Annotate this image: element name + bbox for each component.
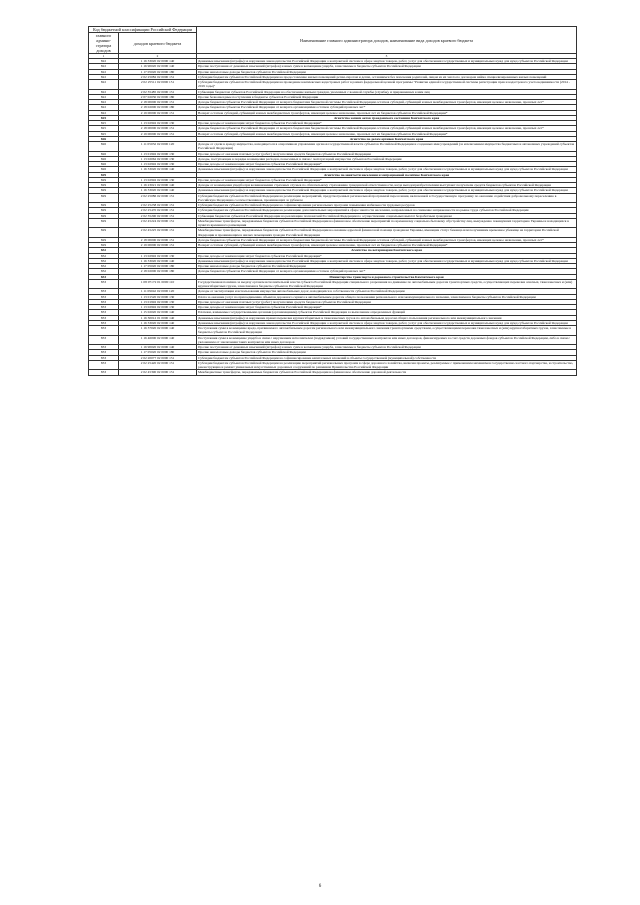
table-row	[89, 294, 577, 299]
admin-code-cell: 829	[89, 218, 119, 228]
income-code-cell: 2 19 00000 02 0000 151	[119, 131, 197, 136]
table-row	[89, 208, 577, 213]
income-code-cell: 1 13 02992 02 0000 130	[119, 121, 197, 126]
admin-code-cell: 826	[89, 136, 119, 141]
admin-code-cell: 822	[89, 105, 119, 110]
description-cell: Поступления сумм в возмещение вреда, причиняемого автомобильным дорогам регионального или межмуниципального значения транспортными средствами, осуществляющими перевозки тяжеловесных и (или) крупногабаритных грузов, зачисляемые в бюджеты субъектов Российской Федерации	[197, 326, 577, 336]
admin-code-cell: 829	[89, 177, 119, 182]
income-code-cell: 1 11 09042 02 0000 120	[119, 289, 197, 294]
description-cell: Возврат остатков субсидий, субвенций и иных межбюджетных трансфертов, имеющих целевое назначение, прошлых лет из бюджетов субъектов Российской Федерации*	[197, 131, 577, 136]
income-code-cell: 2 07 02030 02 0000 180	[119, 94, 197, 99]
admin-code-cell: 826	[89, 142, 119, 152]
description-cell: Прочие доходы от компенсации затрат бюджетов субъектов Российской Федерации*	[197, 253, 577, 258]
description-cell: Субвенции бюджетам субъектов Российской Федерации на обеспечение жильем граждан, уволенных с военной службы (службы), и приравненных к ним лиц	[197, 89, 577, 94]
description-cell: Прочие неналоговые доходы бюджетов субъектов Российской Федерации	[197, 264, 577, 269]
description-cell: Агентство по делам архивов Камчатского края	[197, 136, 577, 141]
description-cell: Плата за оказание услуг по присоединению объектов дорожного сервиса к автомобильным дорогам общего пользования регионального или межмуниципального значения, зачисляемая в бюджеты субъектов Российской Федерации	[197, 294, 577, 299]
income-code-cell: 2 02 25086 02 0000 151	[119, 193, 197, 203]
description-cell: Доходы бюджетов субъектов Российской Федерации от возврата организациями остатков субсидий прошлых лет*	[197, 269, 577, 274]
description-cell: Доходы бюджетов субъектов Российской Федерации от возврата организациями остатков субсидий прошлых лет*	[197, 105, 577, 110]
header-admin-column: главного админи-стратора доходов	[89, 33, 119, 54]
income-code-cell: 1 16 46000 02 0000 140	[119, 335, 197, 345]
income-code-cell: 1 13 01992 02 0000 130	[119, 299, 197, 304]
table-row	[89, 218, 577, 228]
admin-code-cell: 832	[89, 269, 119, 274]
description-cell: Межбюджетные трансферты, передаваемые бюджетам субъектов Российской Федерации на финансовое обеспечение мероприятий по временному социально-бытовому обустройству лиц, вынужденно покинувших территорию Украины и находящихся в пунктах временного размещения	[197, 218, 577, 228]
income-code-cell: 1 13 02062 02 0000 130	[119, 156, 197, 161]
description-cell: Денежные взыскания (штрафы) за нарушение законодательства Российской Федерации о контрактной системе в сфере закупок товаров, работ, услуг для обеспечения государственных и муниципальных нужд для нужд субъектов Российской Федерации	[197, 188, 577, 193]
income-code-cell: 2 02 45224 02 0000 151	[119, 218, 197, 228]
description-cell: Доходы от сдачи в аренду имущества, находящегося в оперативном управлении органов государственной власти субъектов Российской Федерации и созданных ими учреждений (за исключением имущества бюджетных и автономных учреждений субъектов Российской Федерации)	[197, 142, 577, 152]
income-code-cell: 2 02 45390 02 0000 151	[119, 370, 197, 375]
admin-code-cell: 829	[89, 203, 119, 208]
income-code-cell: 1 13 02992 02 0000 130	[119, 253, 197, 258]
revenue-classification-table	[88, 26, 577, 376]
description-cell: Доходы бюджетов субъектов Российской Федерации от возврата бюджетами бюджетной системы Российской Федерации остатков субсидий, субвенций и иных межбюджетных трансфертов, имеющих целевое назначение, прошлых лет*	[197, 237, 577, 242]
income-code-cell: 1 16 30012 01 0000 140	[119, 315, 197, 320]
admin-code-cell: 829	[89, 172, 119, 177]
admin-code-cell: 829	[89, 208, 119, 213]
description-cell: Межбюджетные трансферты, передаваемые бюджетам субъектов Российской Федерации на оказание адресной финансовой помощи гражданам Украины, имеющим статус беженца или получившим временное убежище на территории Российской Федерации и проживающим в жилых помещениях граждан Российской Федерации	[197, 228, 577, 238]
income-code-cell: 2 02 25082 02 0000 151	[119, 74, 197, 79]
table-row	[89, 237, 577, 242]
description-cell: Возврат остатков субсидий, субвенций и иных межбюджетных трансфертов, имеющих целевое назначение, прошлых лет из бюджетов субъектов Российской Федерации*	[197, 243, 577, 248]
admin-code-cell: 833	[89, 335, 119, 345]
income-code-cell: 1 16 90020 02 0000 140	[119, 345, 197, 350]
header-income-column: доходов краевого бюджета	[119, 33, 197, 54]
description-cell: Денежные взыскания (штрафы) за нарушение законодательства Российской Федерации о контрактной системе в сфере закупок товаров, работ, услуг для обеспечения государственных и муниципальных нужд для нужд субъектов Российской Федерации	[197, 59, 577, 64]
column-index: 2	[119, 54, 197, 59]
table-row	[89, 279, 577, 289]
income-code-cell: 2 02 20077 02 0000 151	[119, 355, 197, 360]
admin-code-cell: 822	[89, 74, 119, 79]
description-cell: Доходы бюджетов субъектов Российской Федерации от возврата бюджетами бюджетной системы Российской Федерации остатков субсидий, субвенций и иных межбюджетных трансфертов, имеющих целевое назначение, прошлых лет*	[197, 100, 577, 105]
table-header	[89, 27, 577, 59]
admin-code-cell: 833	[89, 279, 119, 289]
admin-code-cell: 832	[89, 258, 119, 263]
admin-code-cell: 829	[89, 213, 119, 218]
admin-code-cell: 833	[89, 299, 119, 304]
admin-code-cell: 833	[89, 320, 119, 325]
description-cell: Прочие доходы от компенсации затрат бюджетов субъектов Российской Федерации*	[197, 162, 577, 167]
income-code-cell: 2 18 02000 02 0000 180	[119, 105, 197, 110]
admin-code-cell: 833	[89, 305, 119, 310]
admin-code-cell: 825	[89, 126, 119, 131]
admin-code-cell: 825	[89, 121, 119, 126]
admin-code-cell: 832	[89, 253, 119, 258]
description-cell: Агентство по ветеринарии Камчатского края	[197, 248, 577, 253]
description-cell: Прочие доходы от оказания платных услуг (работ) получателями средств бюджетов субъектов Российской Федерации	[197, 151, 577, 156]
table-row	[89, 326, 577, 336]
description-cell: Агентство по занятости населения и миграционной политике Камчатского края	[197, 172, 577, 177]
admin-code-cell: 826	[89, 167, 119, 172]
table-row	[89, 320, 577, 325]
admin-code-cell: 832	[89, 264, 119, 269]
description-cell: Доходы, поступающие в порядке возмещения расходов, понесенных в связи с эксплуатацией имущества субъектов Российской Федерации	[197, 156, 577, 161]
income-code-cell: 2 18 00000 02 0000 151	[119, 237, 197, 242]
header-name-column: Наименование главного администратора доходов, наименование вида доходов краевого бюджета	[197, 27, 577, 54]
column-index: 1	[89, 54, 119, 59]
admin-code-cell: 822	[89, 89, 119, 94]
admin-code-cell: 822	[89, 110, 119, 115]
description-cell: Прочие доходы от компенсации затрат бюджетов субъектов Российской Федерации*	[197, 177, 577, 182]
admin-code-cell: 822	[89, 64, 119, 69]
income-code-cell: 1 08 07172 01 0000 110	[119, 279, 197, 289]
income-code-cell: 1 13 02992 02 0000 130	[119, 305, 197, 310]
admin-code-cell: 833	[89, 274, 119, 279]
header-code-group: Код бюджетной классификации Российской Федерации	[89, 27, 197, 33]
admin-code-cell: 829	[89, 188, 119, 193]
description-cell: Прочие поступления от денежных взысканий (штрафов) и иных сумм в возмещение ущерба, зачисляемые в бюджеты субъектов Российской Федерации	[197, 345, 577, 350]
description-cell: Доходы от эксплуатации и использования имущества автомобильных дорог, находящихся в собственности субъектов Российской Федерации	[197, 289, 577, 294]
table-row	[89, 183, 577, 188]
admin-code-cell: 833	[89, 326, 119, 336]
income-code-cell: 1 17 05020 02 0000 180	[119, 350, 197, 355]
admin-code-cell: 825	[89, 115, 119, 120]
admin-code-cell: 829	[89, 193, 119, 203]
income-code-cell: 1 16 33020 02 0000 140	[119, 59, 197, 64]
admin-code-cell: 829	[89, 183, 119, 188]
description-cell: Денежные взыскания (штрафы) за нарушение законодательства Российской Федерации о контрактной системе в сфере закупок товаров, работ, услуг для обеспечения государственных и муниципальных нужд для нужд субъектов Российской Федерации	[197, 258, 577, 263]
income-code-cell: 2 02 25238 02 0000 151	[119, 203, 197, 208]
table-row	[89, 74, 577, 79]
admin-code-cell: 826	[89, 151, 119, 156]
admin-code-cell: 833	[89, 289, 119, 294]
description-cell: Прочие доходы от компенсации затрат бюджетов субъектов Российской Федерации*	[197, 121, 577, 126]
admin-code-cell: 822	[89, 100, 119, 105]
description-cell: Министерство транспорта и дорожного строительства Камчатского края	[197, 274, 577, 279]
table-row	[89, 188, 577, 193]
description-cell: Денежные взыскания (штрафы) за нарушение законодательства Российской Федерации о контрактной системе в сфере закупок товаров, работ, услуг для обеспечения государственных и муниципальных нужд для нужд субъектов Российской Федерации	[197, 320, 577, 325]
income-code-cell: 2 02 25420 02 0000 151	[119, 360, 197, 370]
income-code-cell: 1 17 05020 02 0000 180	[119, 264, 197, 269]
description-cell: Прочие поступления от денежных взысканий (штрафов) и иных сумм в возмещение ущерба, зачисляемые в бюджеты субъектов Российской Федерации	[197, 64, 577, 69]
table-row	[89, 100, 577, 105]
income-code-cell: 2 19 00000 02 0000 151	[119, 243, 197, 248]
table-row	[89, 59, 577, 64]
table-row	[89, 167, 577, 172]
admin-code-cell: 833	[89, 294, 119, 299]
income-code-cell: 1 16 23021 02 0000 140	[119, 183, 197, 188]
income-code-cell: 1 13 02992 02 0000 130	[119, 177, 197, 182]
income-code-cell: 1 13 01520 02 0000 130	[119, 294, 197, 299]
income-code-cell: 1 16 37020 02 0000 140	[119, 326, 197, 336]
income-code-cell: 2 02 25470 02 0000 151	[119, 208, 197, 213]
income-code-cell: 1 11 05032 02 0000 120	[119, 142, 197, 152]
admin-code-cell: 833	[89, 350, 119, 355]
document-page	[88, 26, 576, 376]
income-code-cell: 2 18 02000 02 0000 180	[119, 269, 197, 274]
description-cell: Субсидии бюджетам субъектов Российской Федерации на предоставление жилых помещений детям-сиротам и детям, оставшимся без попечения родителей, лицам из их числа по договорам найма специализированных жилых помещений	[197, 74, 577, 79]
description-cell: Агентство записи актов гражданского состояния Камчатского края	[197, 115, 577, 120]
admin-code-cell: 833	[89, 360, 119, 370]
admin-code-cell: 825	[89, 131, 119, 136]
description-cell: Прочие безвозмездные поступления в бюджеты субъектов Российской Федерации	[197, 94, 577, 99]
description-cell: Денежные взыскания (штрафы) за нарушение правил перевозки крупногабаритных и тяжеловесных грузов по автомобильным дорогам общего пользования регионального или межмуниципального значения	[197, 315, 577, 320]
income-code-cell: 2 02 25511 02 0000 151	[119, 80, 197, 90]
description-cell: Прочие доходы от компенсации затрат бюджетов субъектов Российской Федерации*	[197, 305, 577, 310]
description-cell: Доходы от возмещения ущерба при возникновении страховых случаев по обязательному страхованию гражданской ответственности, когда выгодоприобретателями выступают получатели средств бюджетов субъектов Российской Федерации	[197, 183, 577, 188]
income-code-cell: 1 16 90020 02 0000 140	[119, 64, 197, 69]
description-cell: Субсидии бюджетам субъектов Российской Федерации на софинансирование капитальных вложений в объекты государственной (муниципальной) собственности	[197, 355, 577, 360]
description-cell: Субсидии бюджетам субъектов Российской Федерации на проведение комплексных кадастровых работ в рамках федеральной целевой программы "Развитие единой государственной системы регистрации прав и кадастрового учета недвижимости (2014 - 2019 годы)"	[197, 80, 577, 90]
table-row	[89, 193, 577, 203]
table-row	[89, 258, 577, 263]
description-cell: Прочие неналоговые доходы бюджетов субъектов Российской Федерации	[197, 350, 577, 355]
description-cell: Поступления сумм в возмещение ущерба в связи с нарушением исполнителем (подрядчиком) условий государственных контрактов или иных договоров, финансируемых за счет средств дорожных фондов субъектов Российской Федерации, либо в связи с уклонением от заключения таких контрактов или иных договоров	[197, 335, 577, 345]
column-index: 3	[197, 54, 577, 59]
description-cell: Государственная пошлина за выдачу органом исполнительной власти субъекта Российской Федерации специального разрешения на движение по автомобильным дорогам транспортных средств, осуществляющих перевозки опасных, тяжеловесных и (или) крупногабаритных грузов, зачисляемая в бюджеты субъектов Российской Федерации	[197, 279, 577, 289]
description-cell: Субсидии бюджетам субъектов Российской Федерации на софинансирование региональных программ повышения мобильности трудовых ресурсов	[197, 203, 577, 208]
description-cell: Межбюджетные трансферты, передаваемые бюджетам субъектов Российской Федерации на финансовое обеспечение дорожной деятельности	[197, 370, 577, 375]
income-code-cell: 2 02 35485 02 0000 151	[119, 89, 197, 94]
income-code-cell: 2 02 35290 02 0000 151	[119, 213, 197, 218]
description-cell: Прочие неналоговые доходы бюджетов субъектов Российской Федерации	[197, 69, 577, 74]
admin-code-cell: 822	[89, 80, 119, 90]
income-code-cell: 1 15 02020 02 0000 140	[119, 310, 197, 315]
description-cell: Субсидии бюджетам субъектов Российской Федерации на реализацию мероприятий, предусмотренных региональной программой переселения, включенной в Государственную программу по оказанию содействия добровольному переселению в Российскую Федерацию соотечественников, проживающих за рубежом	[197, 193, 577, 203]
income-code-cell: 1 16 33020 02 0000 140	[119, 188, 197, 193]
income-code-cell: 2 19 00000 02 0000 151	[119, 110, 197, 115]
admin-code-cell: 829	[89, 237, 119, 242]
income-code-cell: 1 16 33020 02 0000 140	[119, 258, 197, 263]
page-number: 6	[318, 884, 322, 889]
admin-code-cell: 833	[89, 355, 119, 360]
description-cell: Возврат остатков субсидий, субвенций и иных межбюджетных трансфертов, имеющих целевое назначение, прошлых лет из бюджетов субъектов Российской Федерации*	[197, 110, 577, 115]
income-code-cell: 1 16 33020 02 0000 140	[119, 167, 197, 172]
admin-code-cell: 833	[89, 370, 119, 375]
admin-code-cell: 822	[89, 94, 119, 99]
income-code-cell: 1 13 02992 02 0000 130	[119, 162, 197, 167]
table-row	[89, 126, 577, 131]
description-cell: Субсидии бюджетам субъектов Российской Федерации на реализацию мероприятий региональных программ в сфере дорожного хозяйства, включая проекты, реализуемые с применением механизмов государственно-частного партнерства, и строительство, реконструкцию и ремонт уникальных искусственных дорожных сооружений по решениям Правительства Российской Федерации	[197, 360, 577, 370]
income-code-cell: 2 18 00000 02 0000 151	[119, 126, 197, 131]
income-code-cell: 2 02 45225 02 0000 151	[119, 228, 197, 238]
admin-code-cell: 829	[89, 228, 119, 238]
admin-code-cell: 833	[89, 345, 119, 350]
table-row	[89, 142, 577, 152]
description-cell: Субсидии бюджетам субъектов Российской Федерации на реализацию дополнительных мероприятий в сфере занятости населения, направленных на снижение напряженности на рынке труда субъектов Российской Федерации	[197, 208, 577, 213]
income-code-cell: 1 13 01992 02 0000 130	[119, 151, 197, 156]
income-code-cell: 1 17 05020 02 0000 180	[119, 69, 197, 74]
admin-code-cell: 822	[89, 69, 119, 74]
description-cell: Денежные взыскания (штрафы) за нарушение законодательства Российской Федерации о контрактной системе в сфере закупок товаров, работ, услуг для обеспечения государственных и муниципальных нужд для нужд субъектов Российской Федерации	[197, 167, 577, 172]
admin-code-cell: 832	[89, 248, 119, 253]
admin-code-cell: 822	[89, 59, 119, 64]
income-code-cell: 1 16 33020 02 0000 140	[119, 320, 197, 325]
table-row	[89, 370, 577, 375]
description-cell: Прочие доходы от оказания платных услуг (работ) получателями средств бюджетов субъектов Российской Федерации	[197, 299, 577, 304]
description-cell: Субвенции бюджетам субъектов Российской Федерации на реализацию полномочий Российской Федерации по осуществлению социальных выплат безработным гражданам	[197, 213, 577, 218]
table-row	[89, 80, 577, 90]
table-row	[89, 228, 577, 238]
description-cell: Доходы бюджетов субъектов Российской Федерации от возврата бюджетами бюджетной системы Российской Федерации остатков субсидий, субвенций и иных межбюджетных трансфертов, имеющих целевое назначение, прошлых лет*	[197, 126, 577, 131]
admin-code-cell: 833	[89, 310, 119, 315]
admin-code-cell: 833	[89, 315, 119, 320]
table-row	[89, 335, 577, 345]
admin-code-cell: 826	[89, 162, 119, 167]
income-code-cell: 2 18 00000 02 0000 151	[119, 100, 197, 105]
admin-code-cell: 829	[89, 243, 119, 248]
table-body	[89, 59, 577, 376]
table-row	[89, 360, 577, 370]
admin-code-cell: 826	[89, 156, 119, 161]
description-cell: Платежи, взимаемые государственными органами (организациями) субъектов Российской Федерации за выполнение определенных функций	[197, 310, 577, 315]
